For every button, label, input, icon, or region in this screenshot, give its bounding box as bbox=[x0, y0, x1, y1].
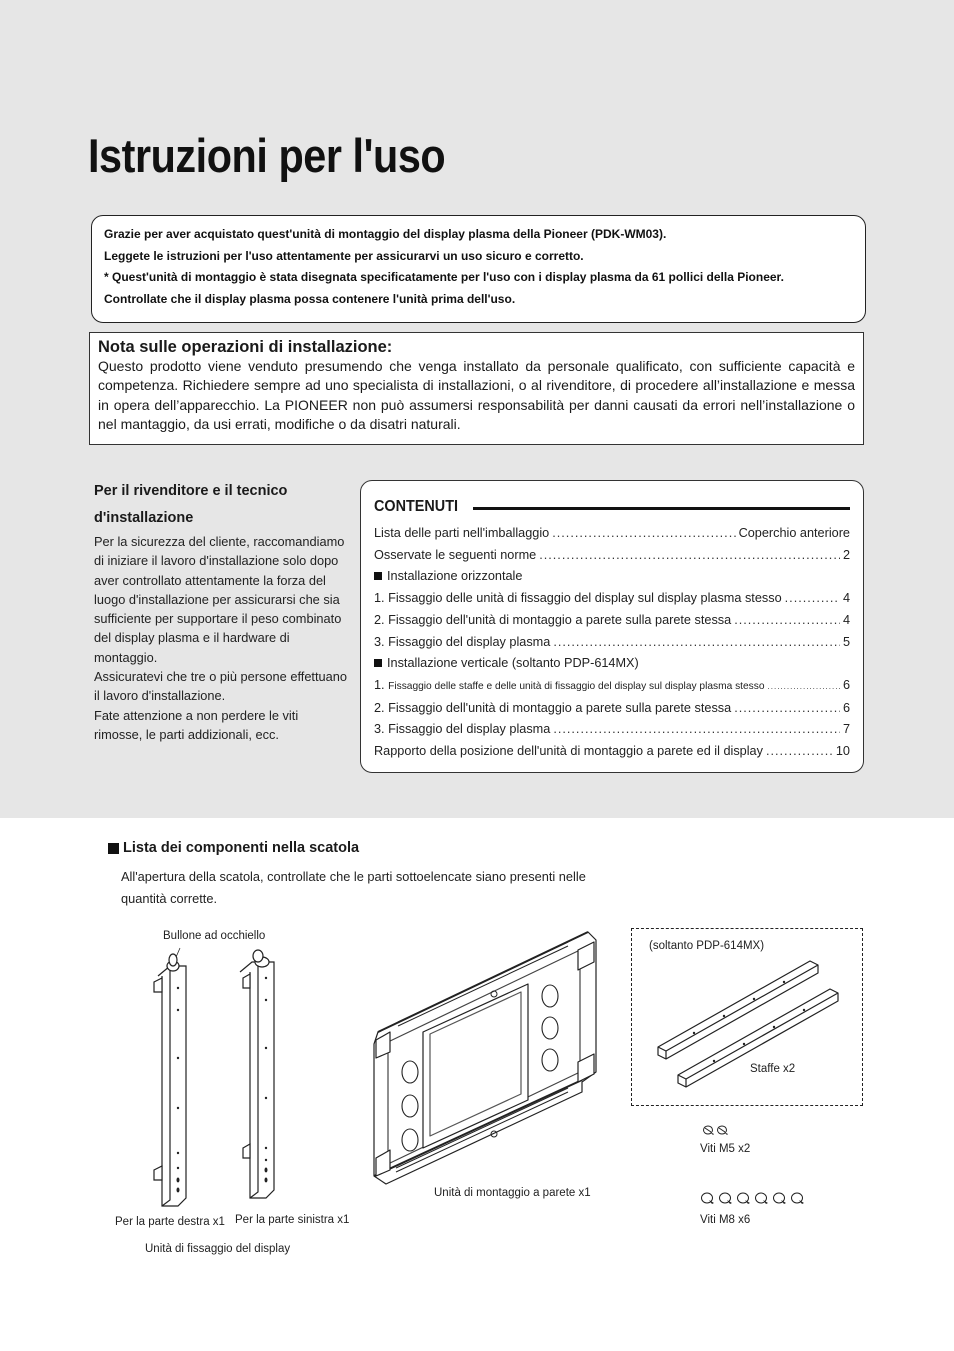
dealer-title: d'installazione bbox=[94, 510, 194, 526]
display-fixing-units-illustration bbox=[140, 948, 300, 1203]
toc-section-heading: Installazione orizzontale bbox=[374, 566, 850, 588]
components-intro: All'apertura della scatola, controllate che le parti sottoelencate siano presenti nelle quantità corrette. bbox=[121, 869, 586, 906]
m5-screws-icon bbox=[702, 1124, 732, 1136]
wall-mounting-unit-illustration bbox=[368, 922, 598, 1192]
right-part-label: Per la parte destra x1 bbox=[115, 1216, 225, 1228]
square-bullet-icon bbox=[374, 572, 382, 580]
square-bullet-icon bbox=[374, 659, 382, 667]
toc-list bbox=[374, 523, 850, 763]
note-body: Questo prodotto viene venduto presumendo che venga installato da personale qualificato, con sufficiente capacità e competenza. Richiedere sempre ad uno specialista di installazioni, o al rivenditore, di procedere all’installazione e messa in opera dell’apparecchio. La PIONEER non può assumersi responsabilità per danni causati da errori nell’installazione o nel mantaggio, da usi errati, modifiche o da disatri naturali. bbox=[98, 358, 855, 432]
brackets-illustration bbox=[654, 955, 844, 1085]
intro-line: * Quest'unità di montaggio è stata disegnata specificatamente per l'uso con i display plasma da 61 pollici della Pioneer. bbox=[104, 270, 784, 284]
toc-section-heading: Installazione verticale (soltanto PDP-614MX) bbox=[374, 653, 850, 675]
m8-screws-icon bbox=[700, 1191, 806, 1205]
m5-screws-label: Viti M5 x2 bbox=[700, 1143, 751, 1155]
square-bullet-icon bbox=[108, 843, 119, 854]
page-title: Istruzioni per l'uso bbox=[88, 129, 446, 182]
intro-line: Controllate che il display plasma possa contenere l'unità prima dell'uso. bbox=[104, 291, 516, 306]
eyebolt-label: Bullone ad occhiello bbox=[163, 930, 266, 942]
installation-note-box bbox=[89, 332, 864, 445]
note-title: Nota sulle operazioni di installazione: bbox=[98, 338, 393, 356]
intro-line: Leggete le istruzioni per l'uso attentamente per assicurarvi un uso sicuro e corretto. bbox=[104, 248, 584, 263]
dealer-section bbox=[94, 478, 350, 744]
intro-line: Grazie per aver acquistato quest'unità di montaggio del display plasma della Pioneer (PDK-WM03). bbox=[104, 227, 667, 241]
toc-item[interactable]: 3. Fissaggio del display plasma ..... 5 bbox=[374, 632, 850, 654]
dealer-title: Per il rivenditore e il tecnico bbox=[94, 483, 288, 499]
contents-rule bbox=[473, 507, 850, 510]
brackets-label: Staffe x2 bbox=[750, 1063, 796, 1075]
intro-box bbox=[91, 215, 866, 323]
display-units-label: Unità di fissaggio del display bbox=[145, 1243, 291, 1255]
dealer-paragraph: Per la sicurezza del cliente, raccomandiamo di iniziare il lavoro d'installazione solo dopo aver controllato attentamente la forza del luogo d'installazione per assicurarsi che sia sufficiente per supportare il peso combinato del display plasma e il hardware di montaggio. bbox=[94, 534, 345, 665]
toc-item[interactable]: Rapporto della posizione dell'unità di montaggio a parete ed il display ..... 10 bbox=[374, 741, 850, 763]
toc-item[interactable]: Lista delle parti nell'imballaggio ..... Coperchio anteriore bbox=[374, 523, 850, 545]
wall-unit-label: Unità di montaggio a parete x1 bbox=[434, 1187, 591, 1199]
contents-header bbox=[374, 495, 850, 519]
optional-label: (soltanto PDP-614MX) bbox=[649, 940, 765, 952]
toc-item[interactable]: 2. Fissaggio dell'unità di montaggio a parete sulla parete stessa ..... 4 bbox=[374, 610, 850, 632]
left-part-label: Per la parte sinistra x1 bbox=[235, 1214, 350, 1226]
toc-item[interactable]: 3. Fissaggio del display plasma ..... 7 bbox=[374, 719, 850, 741]
contents-title: CONTENUTI bbox=[374, 498, 458, 515]
dealer-paragraph: Fate attenzione a non perdere le viti rimosse, le parti addizionali, ecc. bbox=[94, 707, 299, 742]
toc-item[interactable]: 1. Fissaggio delle staffe e delle unità di fissaggio del display sul display plasma stesso ..... 6 bbox=[374, 675, 850, 698]
toc-item[interactable]: 2. Fissaggio dell'unità di montaggio a parete sulla parete stessa ..... 6 bbox=[374, 698, 850, 720]
m8-screws-label: Viti M8 x6 bbox=[700, 1214, 751, 1226]
contents-box bbox=[360, 480, 864, 773]
dealer-paragraph: Assicuratevi che tre o più persone effettuano il lavoro d'installazione. bbox=[94, 669, 348, 704]
toc-item[interactable]: Osservate le seguenti norme ..... 2 bbox=[374, 545, 850, 567]
toc-item[interactable]: 1. Fissaggio delle unità di fissaggio del display sul display plasma stesso ..... 4 bbox=[374, 588, 850, 610]
components-title: Lista dei componenti nella scatola bbox=[108, 840, 359, 856]
